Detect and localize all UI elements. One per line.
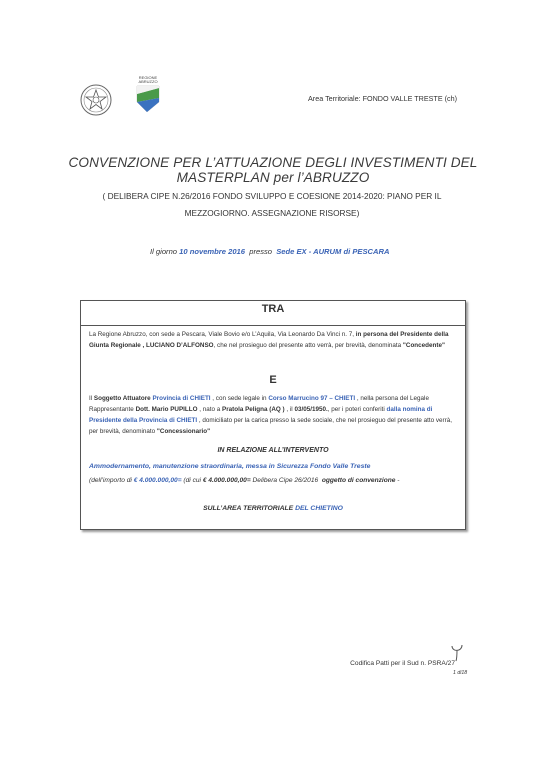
parties-box [80, 300, 466, 530]
importo-c: (di cui [181, 477, 203, 484]
importo-line [89, 477, 400, 484]
p2-nomina: dalla nomina di Presidente della Provincia di CHIETI [89, 406, 433, 424]
p2-address: Corso Marrucino 97 – CHIETI [268, 395, 356, 402]
title-line-2: MASTERPLAN per l’ABRUZZO [176, 170, 370, 185]
importo-oggetto: oggetto di convenzione [321, 477, 396, 484]
p2-concessionario: "Concessionario" [156, 428, 211, 435]
importo-a: (dell’importo di [89, 477, 134, 484]
p2-name: Dott. Mario PUPILLO [135, 406, 198, 413]
date-middle: presso [245, 247, 277, 256]
p2-soggetto: Soggetto Attuatore [93, 395, 153, 402]
subtitle-line-1: ( DELIBERA CIPE N.26/2016 FONDO SVILUPPO E COESIONE 2014-2020: PIANO PER IL [102, 191, 442, 201]
importo-amount-2: € 4.000.000,00= [202, 477, 251, 484]
p1-text-c: , che nel prosieguo del presente atto verrà, per brevità, denominata [213, 342, 403, 349]
box-heading: TRA [81, 301, 465, 326]
p2-provincia: Provincia di CHIETI [152, 395, 211, 402]
abruzzo-logo-text: REGIONE ABRUZZO [138, 75, 158, 84]
document-subtitle [72, 188, 472, 222]
importo-amount-1: € 4.000.000,00= [133, 477, 182, 484]
sullarea-a: SULL’AREA TERRITORIALE [203, 505, 296, 512]
p2-birthplace: Pratola Peligna (AQ ) [222, 406, 285, 413]
intervento-title: Ammodernamento, manutenzione straordinaria, messa in Sicurezza Fondo Valle Treste [89, 463, 371, 470]
page-number: 1 di18 [453, 670, 468, 676]
p2-f: , nella persona del Legale Rappresentante [89, 395, 429, 413]
p2-h: , nato a [197, 406, 222, 413]
title-line-1: CONVENZIONE PER L’ATTUAZIONE DEGLI INVESTIMENTI DEL [68, 155, 478, 170]
p1-president: in persona del Presidente della Giunta Regionale , LUCIANO D’ALFONSO [89, 331, 449, 349]
relazione-heading: IN RELAZIONE ALL’INTERVENTO [217, 447, 329, 454]
p2-a: Il [89, 395, 94, 402]
area-territoriale-line [81, 505, 465, 512]
p2-d: , con sede legale in [210, 395, 269, 402]
p2-l: , per i poteri conferiti [327, 406, 387, 413]
date-prefix: Il giorno [150, 247, 180, 256]
area-territoriale-label: Area Territoriale: FONDO VALLE TRESTE (ch) [308, 94, 457, 103]
p2-n: , domiciliato per la carica presso la sede sociale, che nel prosieguo del presente atto verrà, per brevità, denominato [89, 417, 452, 435]
importo-e: Delibera Cipe 26/2016 [250, 477, 322, 484]
p2-birthdate: 03/05/1950. [294, 406, 328, 413]
importo-g: - [395, 477, 400, 484]
paragraph-concedente [89, 329, 459, 351]
sullarea-b: DEL CHIETINO [295, 505, 343, 512]
date-place-line [150, 247, 389, 256]
codifica-footer: Codifica Patti per il Sud n. PSRA/27 [350, 660, 455, 667]
p1-concedente: "Concedente" [402, 342, 445, 349]
signature-mark-icon [448, 640, 466, 662]
document-title [60, 155, 486, 185]
date-value: 10 novembre 2016 [179, 247, 245, 256]
italian-republic-emblem-icon [78, 82, 114, 118]
paragraph-concessionario [89, 393, 459, 437]
e-separator: E [269, 374, 277, 386]
p1-text-a: La Regione Abruzzo, con sede a Pescara, Viale Bovio e/o L’Aquila, Via Leonardo Da Vinci n. 7, [89, 331, 356, 338]
place-value: Sede EX - AURUM di PESCARA [276, 247, 390, 256]
subtitle-line-2: MEZZOGIORNO. ASSEGNAZIONE RISORSE) [184, 208, 360, 218]
p2-j: , il [284, 406, 295, 413]
